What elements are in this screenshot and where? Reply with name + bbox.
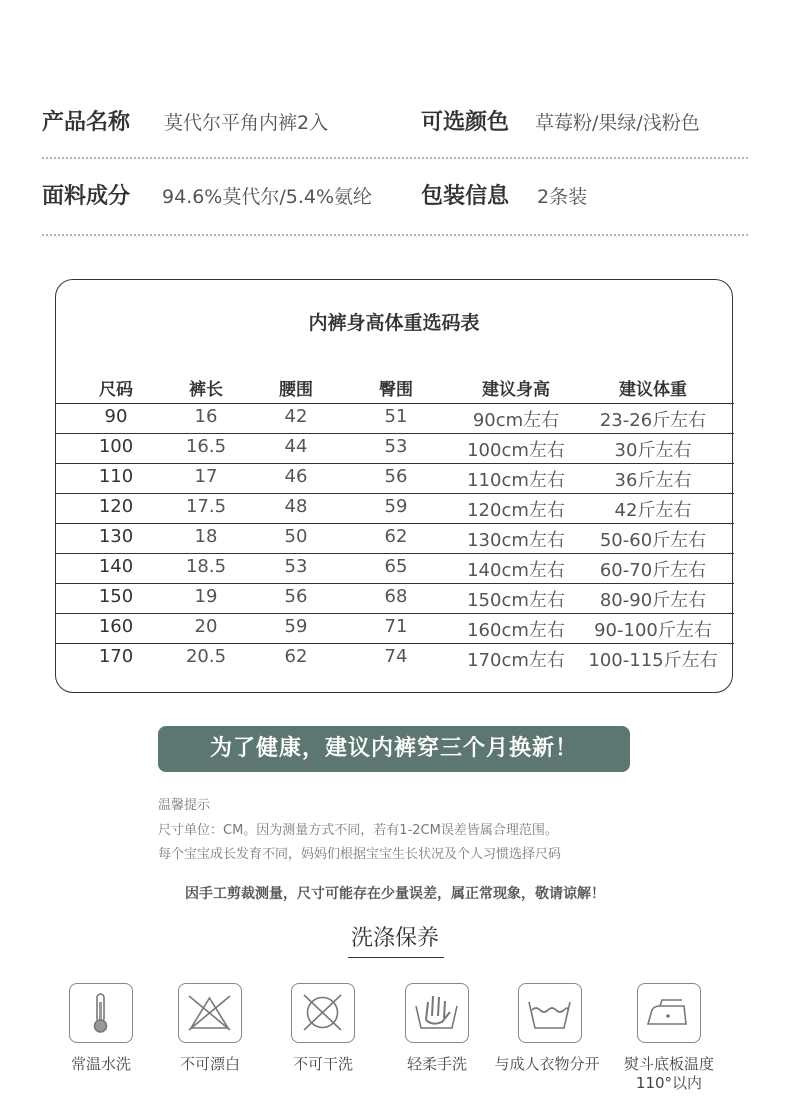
table-cell: 18.5 xyxy=(185,556,227,577)
table-cell: 90cm左右 xyxy=(472,410,560,431)
table-cell: 20 xyxy=(194,616,218,637)
table-cell: 100 xyxy=(98,436,134,457)
table-cell: 53 xyxy=(384,436,408,457)
row-divider xyxy=(56,583,734,584)
table-cell: 56 xyxy=(284,586,308,607)
thermometer-icon xyxy=(69,983,133,1043)
table-row xyxy=(56,523,734,553)
table-cell: 170cm左右 xyxy=(467,650,565,671)
care-label: 与成人衣物分开 xyxy=(494,1055,600,1073)
care-title-underline xyxy=(348,957,444,958)
table-cell: 140 xyxy=(98,556,134,577)
package-value: 2条装 xyxy=(537,186,588,208)
measurement-note: 因手工剪裁测量，尺寸可能存在少量误差，属正常现象，敬请谅解！ xyxy=(185,886,605,902)
table-cell: 46 xyxy=(284,466,308,487)
table-cell: 51 xyxy=(384,406,408,427)
table-row xyxy=(56,583,734,613)
table-cell: 110cm左右 xyxy=(467,470,565,491)
table-cell: 71 xyxy=(384,616,408,637)
color-options-label: 可选颜色 xyxy=(421,110,510,135)
table-row xyxy=(56,433,734,463)
table-cell: 130cm左右 xyxy=(467,530,565,551)
care-label: 熨斗底板温度 110°以内 xyxy=(623,1055,714,1092)
package-label: 包装信息 xyxy=(421,184,510,209)
product-name-label: 产品名称 xyxy=(42,110,131,135)
table-cell: 62 xyxy=(384,526,408,547)
row-divider xyxy=(56,643,734,644)
table-cell: 80-90斤左右 xyxy=(599,590,707,611)
table-cell: 140cm左右 xyxy=(467,560,565,581)
table-cell: 50-60斤左右 xyxy=(599,530,707,551)
table-cell: 16 xyxy=(194,406,218,427)
row-divider xyxy=(56,463,734,464)
table-row xyxy=(56,613,734,643)
no-bleach-icon xyxy=(178,983,242,1043)
table-cell: 18 xyxy=(194,526,218,547)
table-cell: 160 xyxy=(98,616,134,637)
col-height-header: 建议身高 xyxy=(482,380,550,400)
col-waist-header: 腰围 xyxy=(279,380,313,400)
tips-line: 尺寸单位：CM。因为测量方式不同，若有1-2CM误差皆属合理范围。 xyxy=(158,823,558,838)
table-cell: 62 xyxy=(284,646,308,667)
fabric-value: 94.6%莫代尔/5.4%氨纶 xyxy=(162,186,373,208)
product-name-value: 莫代尔平角内裤2入 xyxy=(164,112,329,134)
color-options-value: 草莓粉/果绿/浅粉色 xyxy=(535,112,700,134)
table-cell: 20.5 xyxy=(185,646,227,667)
table-cell: 44 xyxy=(284,436,308,457)
care-label: 不可干洗 xyxy=(292,1055,353,1073)
table-cell: 16.5 xyxy=(185,436,227,457)
table-cell: 65 xyxy=(384,556,408,577)
hand-wash-icon xyxy=(405,983,469,1043)
advice-banner: 为了健康，建议内裤穿三个月换新！ xyxy=(158,726,630,772)
table-cell: 19 xyxy=(194,586,218,607)
row-divider xyxy=(56,403,734,404)
row-divider xyxy=(56,433,734,434)
table-row xyxy=(56,493,734,523)
iron-icon xyxy=(637,983,701,1043)
table-cell: 30斤左右 xyxy=(614,440,692,461)
care-title: 洗涤保养 xyxy=(350,926,439,951)
table-cell: 170 xyxy=(98,646,134,667)
no-dry-clean-icon xyxy=(291,983,355,1043)
table-cell: 23-26斤左右 xyxy=(599,410,707,431)
table-cell: 90 xyxy=(104,406,128,427)
col-size-header: 尺码 xyxy=(99,380,133,400)
table-cell: 90-100斤左右 xyxy=(594,620,712,641)
table-cell: 50 xyxy=(284,526,308,547)
table-cell: 74 xyxy=(384,646,408,667)
row-divider xyxy=(56,523,734,524)
table-cell: 150cm左右 xyxy=(467,590,565,611)
table-cell: 150 xyxy=(98,586,134,607)
table-row xyxy=(56,463,734,493)
care-label: 轻柔手洗 xyxy=(406,1055,467,1073)
table-cell: 160cm左右 xyxy=(467,620,565,641)
table-cell: 60-70斤左右 xyxy=(599,560,707,581)
row-divider xyxy=(56,613,734,614)
care-label: 不可漂白 xyxy=(179,1055,240,1073)
col-hip-header: 臀围 xyxy=(379,380,413,400)
col-length-header: 裤长 xyxy=(189,380,223,400)
table-cell: 68 xyxy=(384,586,408,607)
fabric-label: 面料成分 xyxy=(42,184,131,209)
size-table xyxy=(55,279,733,693)
divider xyxy=(42,157,748,159)
table-cell: 48 xyxy=(284,496,308,517)
table-cell: 56 xyxy=(384,466,408,487)
row-divider xyxy=(56,553,734,554)
table-cell: 120cm左右 xyxy=(467,500,565,521)
table-cell: 17 xyxy=(194,466,218,487)
table-row xyxy=(56,403,734,433)
table-cell: 110 xyxy=(98,466,134,487)
table-cell: 100cm左右 xyxy=(467,440,565,461)
table-cell: 42 xyxy=(284,406,308,427)
table-row xyxy=(56,643,734,673)
table-cell: 17.5 xyxy=(185,496,227,517)
tips-line: 每个宝宝成长发育不同，妈妈们根据宝宝生长状况及个人习惯选择尺码 xyxy=(158,847,562,862)
care-label: 常温水洗 xyxy=(70,1055,131,1073)
table-row xyxy=(56,553,734,583)
tips-title: 温馨提示 xyxy=(158,798,211,813)
table-cell: 130 xyxy=(98,526,134,547)
wash-tub-icon xyxy=(518,983,582,1043)
table-cell: 59 xyxy=(284,616,308,637)
table-cell: 36斤左右 xyxy=(614,470,692,491)
table-cell: 42斤左右 xyxy=(614,500,692,521)
col-weight-header: 建议体重 xyxy=(619,380,687,400)
table-cell: 53 xyxy=(284,556,308,577)
table-cell: 100-115斤左右 xyxy=(588,650,718,671)
table-cell: 120 xyxy=(98,496,134,517)
row-divider xyxy=(56,493,734,494)
divider xyxy=(42,234,748,236)
size-table-title: 内裤身高体重选码表 xyxy=(308,312,480,334)
table-cell: 59 xyxy=(384,496,408,517)
